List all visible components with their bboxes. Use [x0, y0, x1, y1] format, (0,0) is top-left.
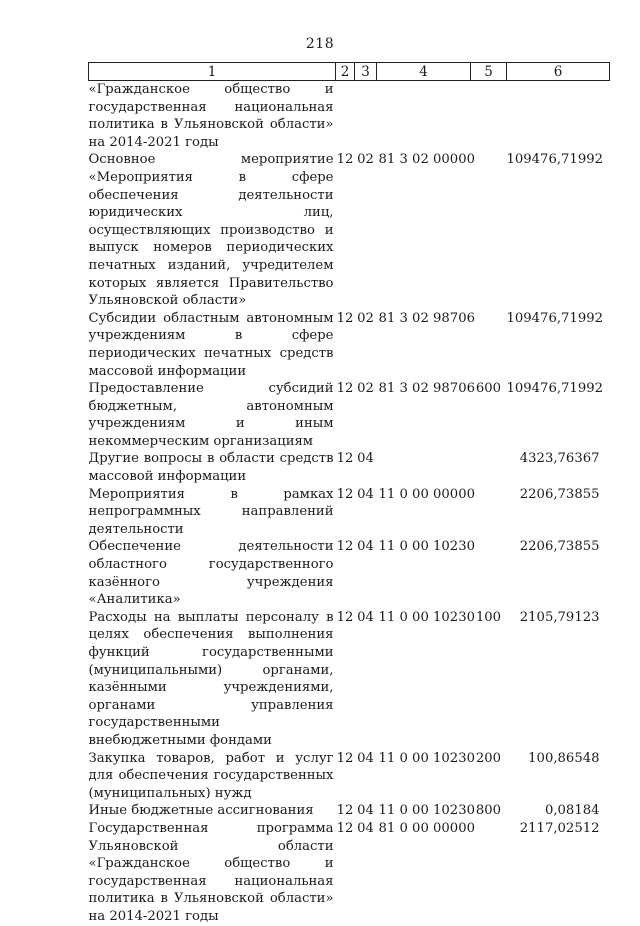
expense-type-code [471, 81, 507, 152]
table-row [89, 609, 610, 750]
page-number: 218 [305, 36, 335, 52]
item-name: Государственная программа Ульяновской области «Гражданское общество и государственная национальная политика в Ульяновской области» на 2014-2021 годы [88, 820, 334, 924]
subsection-code: 04 [357, 820, 374, 836]
section-code: 12 [336, 381, 354, 397]
table-row [89, 380, 610, 450]
column-header-1: 1 [89, 63, 336, 81]
subsection-code: 04 [357, 451, 374, 467]
expense-type-code [471, 820, 507, 926]
expense-type-code: 100 [475, 609, 502, 625]
amount: 100,86548 [528, 750, 600, 766]
item-name: Иные бюджетные ассигнования [88, 803, 314, 819]
item-name: «Гражданское общество и государственная национальная политика в Ульяновской области» на 2014-2021 годы [88, 82, 334, 150]
column-header-4: 4 [377, 63, 471, 81]
amount: 109476,71992 [506, 152, 603, 168]
expense-type-code [471, 450, 507, 485]
item-name: Расходы на выплаты персоналу в целях обеспечения выполнения функций государственными (муниципальными) органами, казёнными учреждениями, органами управления государственными внебюджетными фондами [88, 609, 334, 748]
amount: 109476,71992 [506, 381, 603, 397]
table-row [89, 81, 610, 152]
expense-type-code [471, 310, 507, 380]
target-article-code: 11 0 00 10230 [378, 609, 475, 625]
section-code: 12 [336, 539, 354, 555]
table-row [89, 486, 610, 539]
section-code: 12 [336, 152, 354, 168]
item-name: Закупка товаров, работ и услуг для обеспечения государственных (муниципальных) нужд [88, 750, 334, 801]
table-row [89, 538, 610, 608]
table-row [89, 310, 610, 380]
item-name: Основное мероприятие «Мероприятия в сфере обеспечения деятельности юридических лиц, осуществляющих производство и выпуск номеров периодических печатных изданий, учредителем которых является Правительство Ульяновской области» [88, 152, 334, 309]
item-name: Мероприятия в рамках непрограммных направлений деятельности [88, 486, 334, 537]
column-header-6: 6 [507, 63, 610, 81]
column-header-5: 5 [471, 63, 507, 81]
section-code: 12 [336, 803, 354, 819]
table-row [89, 802, 610, 820]
expense-type-code [471, 151, 507, 309]
subsection-code: 02 [357, 381, 374, 397]
subsection-code: 04 [357, 486, 374, 502]
item-name: Субсидии областным автономным учреждениям в сфере периодических печатных средств массовой информации [88, 310, 334, 379]
table-row [89, 750, 610, 803]
subsection-code [355, 81, 377, 152]
amount: 2117,02512 [519, 820, 600, 836]
table-row [89, 820, 610, 926]
subsection-code: 04 [357, 803, 374, 819]
target-article-code: 11 0 00 10230 [378, 539, 475, 555]
expense-type-code [471, 538, 507, 608]
expense-type-code: 600 [475, 381, 502, 397]
amount: 2206,73855 [519, 539, 600, 555]
column-header-2: 2 [336, 63, 355, 81]
subsection-code: 02 [357, 152, 374, 168]
section-code: 12 [336, 750, 354, 766]
budget-table [88, 62, 610, 926]
section-code: 12 [336, 451, 354, 467]
column-header-3: 3 [355, 63, 377, 81]
target-article-code [377, 81, 471, 152]
section-code: 12 [336, 310, 354, 326]
amount: 2206,73855 [519, 486, 600, 502]
target-article-code: 11 0 00 00000 [378, 486, 475, 502]
amount: 0,08184 [544, 803, 600, 819]
item-name: Предоставление субсидий бюджетным, автономным учреждениям и иным некоммерческим организациям [88, 381, 334, 449]
section-code: 12 [336, 609, 354, 625]
expense-type-code: 800 [475, 803, 502, 819]
table-row [89, 450, 610, 485]
target-article-code: 81 3 02 00000 [378, 152, 475, 168]
target-article-code: 81 3 02 98706 [378, 381, 475, 397]
subsection-code: 02 [357, 310, 374, 326]
table-row [89, 151, 610, 309]
subsection-code: 04 [357, 609, 374, 625]
item-name: Другие вопросы в области средств массовой информации [88, 451, 334, 485]
table-body [89, 81, 610, 926]
target-article-code [377, 450, 471, 485]
section-code [336, 81, 355, 152]
target-article-code: 11 0 00 10230 [378, 750, 475, 766]
amount: 4323,76367 [519, 451, 600, 467]
target-article-code: 81 3 02 98706 [378, 310, 475, 326]
amount: 2105,79123 [519, 609, 600, 625]
item-name: Обеспечение деятельности областного государственного казённого учреждения «Аналитика» [88, 539, 334, 608]
section-code: 12 [336, 486, 354, 502]
table-header-row [89, 63, 610, 81]
amount: 109476,71992 [506, 310, 603, 326]
subsection-code: 04 [357, 539, 374, 555]
section-code: 12 [336, 820, 354, 836]
target-article-code: 81 0 00 00000 [378, 820, 475, 836]
target-article-code: 11 0 00 10230 [378, 803, 475, 819]
subsection-code: 04 [357, 750, 374, 766]
expense-type-code: 200 [475, 750, 502, 766]
amount [507, 81, 610, 152]
expense-type-code [471, 486, 507, 539]
